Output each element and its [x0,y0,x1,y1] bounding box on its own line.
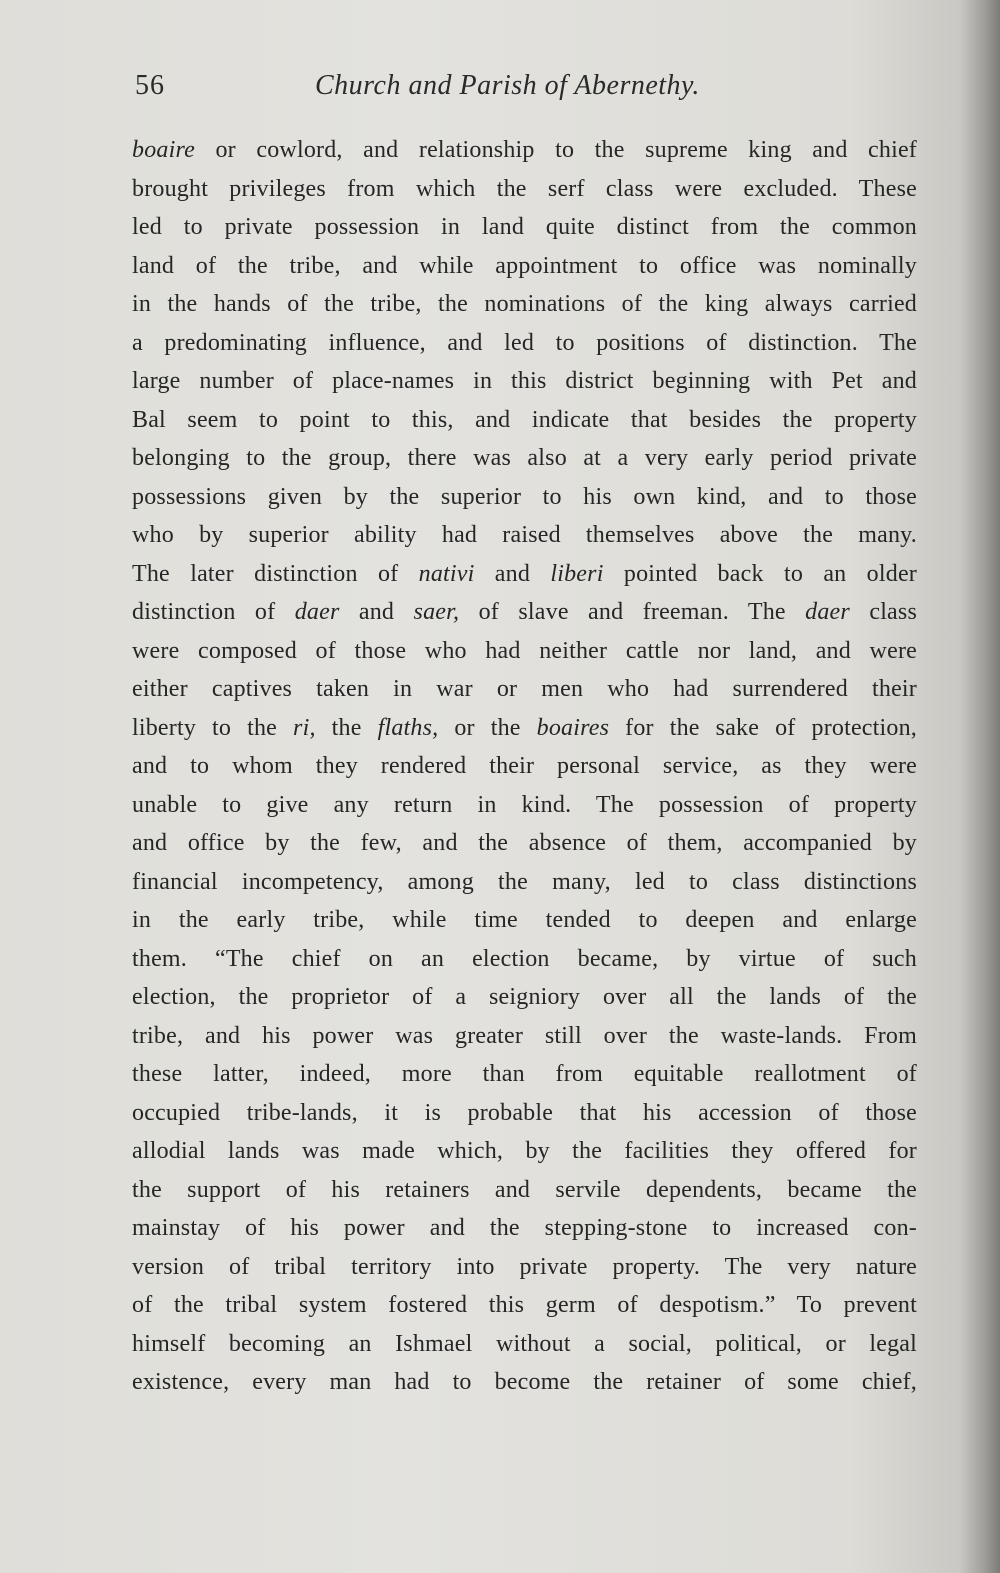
text-line [132,632,917,671]
text-segment: them. “The chief on an election became, by virtue of such [132,945,917,972]
text-line [132,670,917,709]
text-segment: who by superior ability had raised themselves above the many. [132,522,917,548]
italic-term: daer [805,599,850,625]
italic-term: flaths, [377,714,439,741]
text-line [132,1094,917,1133]
text-segment: himself becoming an Ishmael without a social, political, or legal [132,1330,917,1357]
text-line [132,1209,917,1248]
text-segment: these latter, indeed, more than from equitable reallotment of [132,1061,917,1087]
text-segment: tribe, and his power was greater still over the waste-lands. From [132,1022,917,1049]
text-segment: or cowlord, and relationship to the supreme king and chief [194,137,917,163]
text-segment: land of the tribe, and while appointment to office was nominally [132,252,917,279]
text-line [132,324,917,363]
text-line [132,170,917,209]
italic-term: boaire [132,137,195,163]
text-line [132,401,917,440]
text-line [132,901,917,940]
text-line [132,824,917,863]
text-line [132,362,917,401]
text-segment: were composed of those who had neither cattle nor land, and were [132,637,917,664]
text-segment: large number of place-names in this district beginning with Pet and [132,368,917,394]
text-line [132,247,917,286]
text-segment: Bal seem to point to this, and indicate that besides the property [132,406,917,433]
text-line [132,1055,917,1094]
text-segment: belonging to the group, there was also at a very early period private [132,445,917,471]
running-title: Church and Parish of Abernethy. [315,70,700,101]
text-segment: or the [438,714,537,741]
text-segment: in the early tribe, while time tended to deepen and enlarge [132,907,917,933]
text-segment: liberty to the [132,714,294,741]
text-segment: existence, every man had to become the retainer of some chief, [132,1369,917,1395]
text-segment: of slave and freeman. The [459,599,806,625]
text-segment: and [339,599,414,625]
text-line [132,1171,917,1210]
text-line [132,1363,917,1402]
text-line [132,1325,917,1364]
text-line [132,1017,917,1056]
text-segment: allodial lands was made which, by the facilities they offered for [132,1138,917,1164]
text-segment: in the hands of the tribe, the nominations of the king always carried [132,291,917,317]
text-line [132,285,917,324]
text-line [132,1248,917,1287]
text-segment: the support of his retainers and servile dependents, became the [132,1176,917,1203]
text-segment: version of tribal territory into private property. The very nature [132,1253,917,1280]
text-line [132,1132,917,1171]
text-segment: mainstay of his power and the stepping-stone to increased con- [132,1215,917,1241]
text-segment: the [315,714,378,741]
body-text [132,131,917,1402]
text-line [132,439,917,478]
text-line [132,863,917,902]
text-segment: for the sake of protection, [609,714,917,741]
text-line [132,747,917,786]
text-segment: possessions given by the superior to his own kind, and to those [132,483,917,510]
text-segment: election, the proprietor of a seigniory over all the lands of the [132,984,917,1010]
text-segment: and to whom they rendered their personal service, as they were [132,753,917,779]
text-segment: of the tribal system fostered this germ of despotism.” To prevent [132,1292,917,1318]
text-line [132,1286,917,1325]
italic-term: nativi [418,560,475,587]
text-line [132,131,917,170]
text-segment: distinction of [132,599,295,625]
italic-term: liberi [550,560,604,587]
text-segment: either captives taken in war or men who had surrendered their [132,676,917,702]
text-line [132,786,917,825]
text-line [132,208,917,247]
text-line [132,978,917,1017]
italic-term: daer [294,599,340,625]
text-line [132,593,917,632]
text-line [132,516,917,555]
text-line [132,555,917,594]
text-segment: occupied tribe-lands, it is probable that his accession of those [132,1099,917,1126]
text-segment: financial incompetency, among the many, led to class distinctions [132,868,917,895]
text-line [132,709,917,748]
page-header [135,70,895,110]
text-segment: pointed back to an older [603,560,917,587]
italic-term: boaires [536,714,610,741]
page-number: 56 [135,70,165,101]
text-segment: unable to give any return in kind. The possession of property [132,791,917,818]
text-segment: led to private possession in land quite distinct from the common [132,214,917,240]
text-segment: and office by the few, and the absence of them, accompanied by [132,830,917,856]
italic-term: saer, [413,599,460,625]
text-segment: a predominating influence, and led to positions of distinction. The [132,329,917,356]
italic-term: ri, [293,714,316,741]
text-segment: and [474,560,551,587]
text-line [132,940,917,979]
page-edge-shadow [960,0,1000,1573]
text-line [132,478,917,517]
text-segment: class [849,599,917,625]
text-segment: brought privileges from which the serf class were excluded. These [132,175,917,202]
text-segment: The later distinction of [132,560,419,587]
